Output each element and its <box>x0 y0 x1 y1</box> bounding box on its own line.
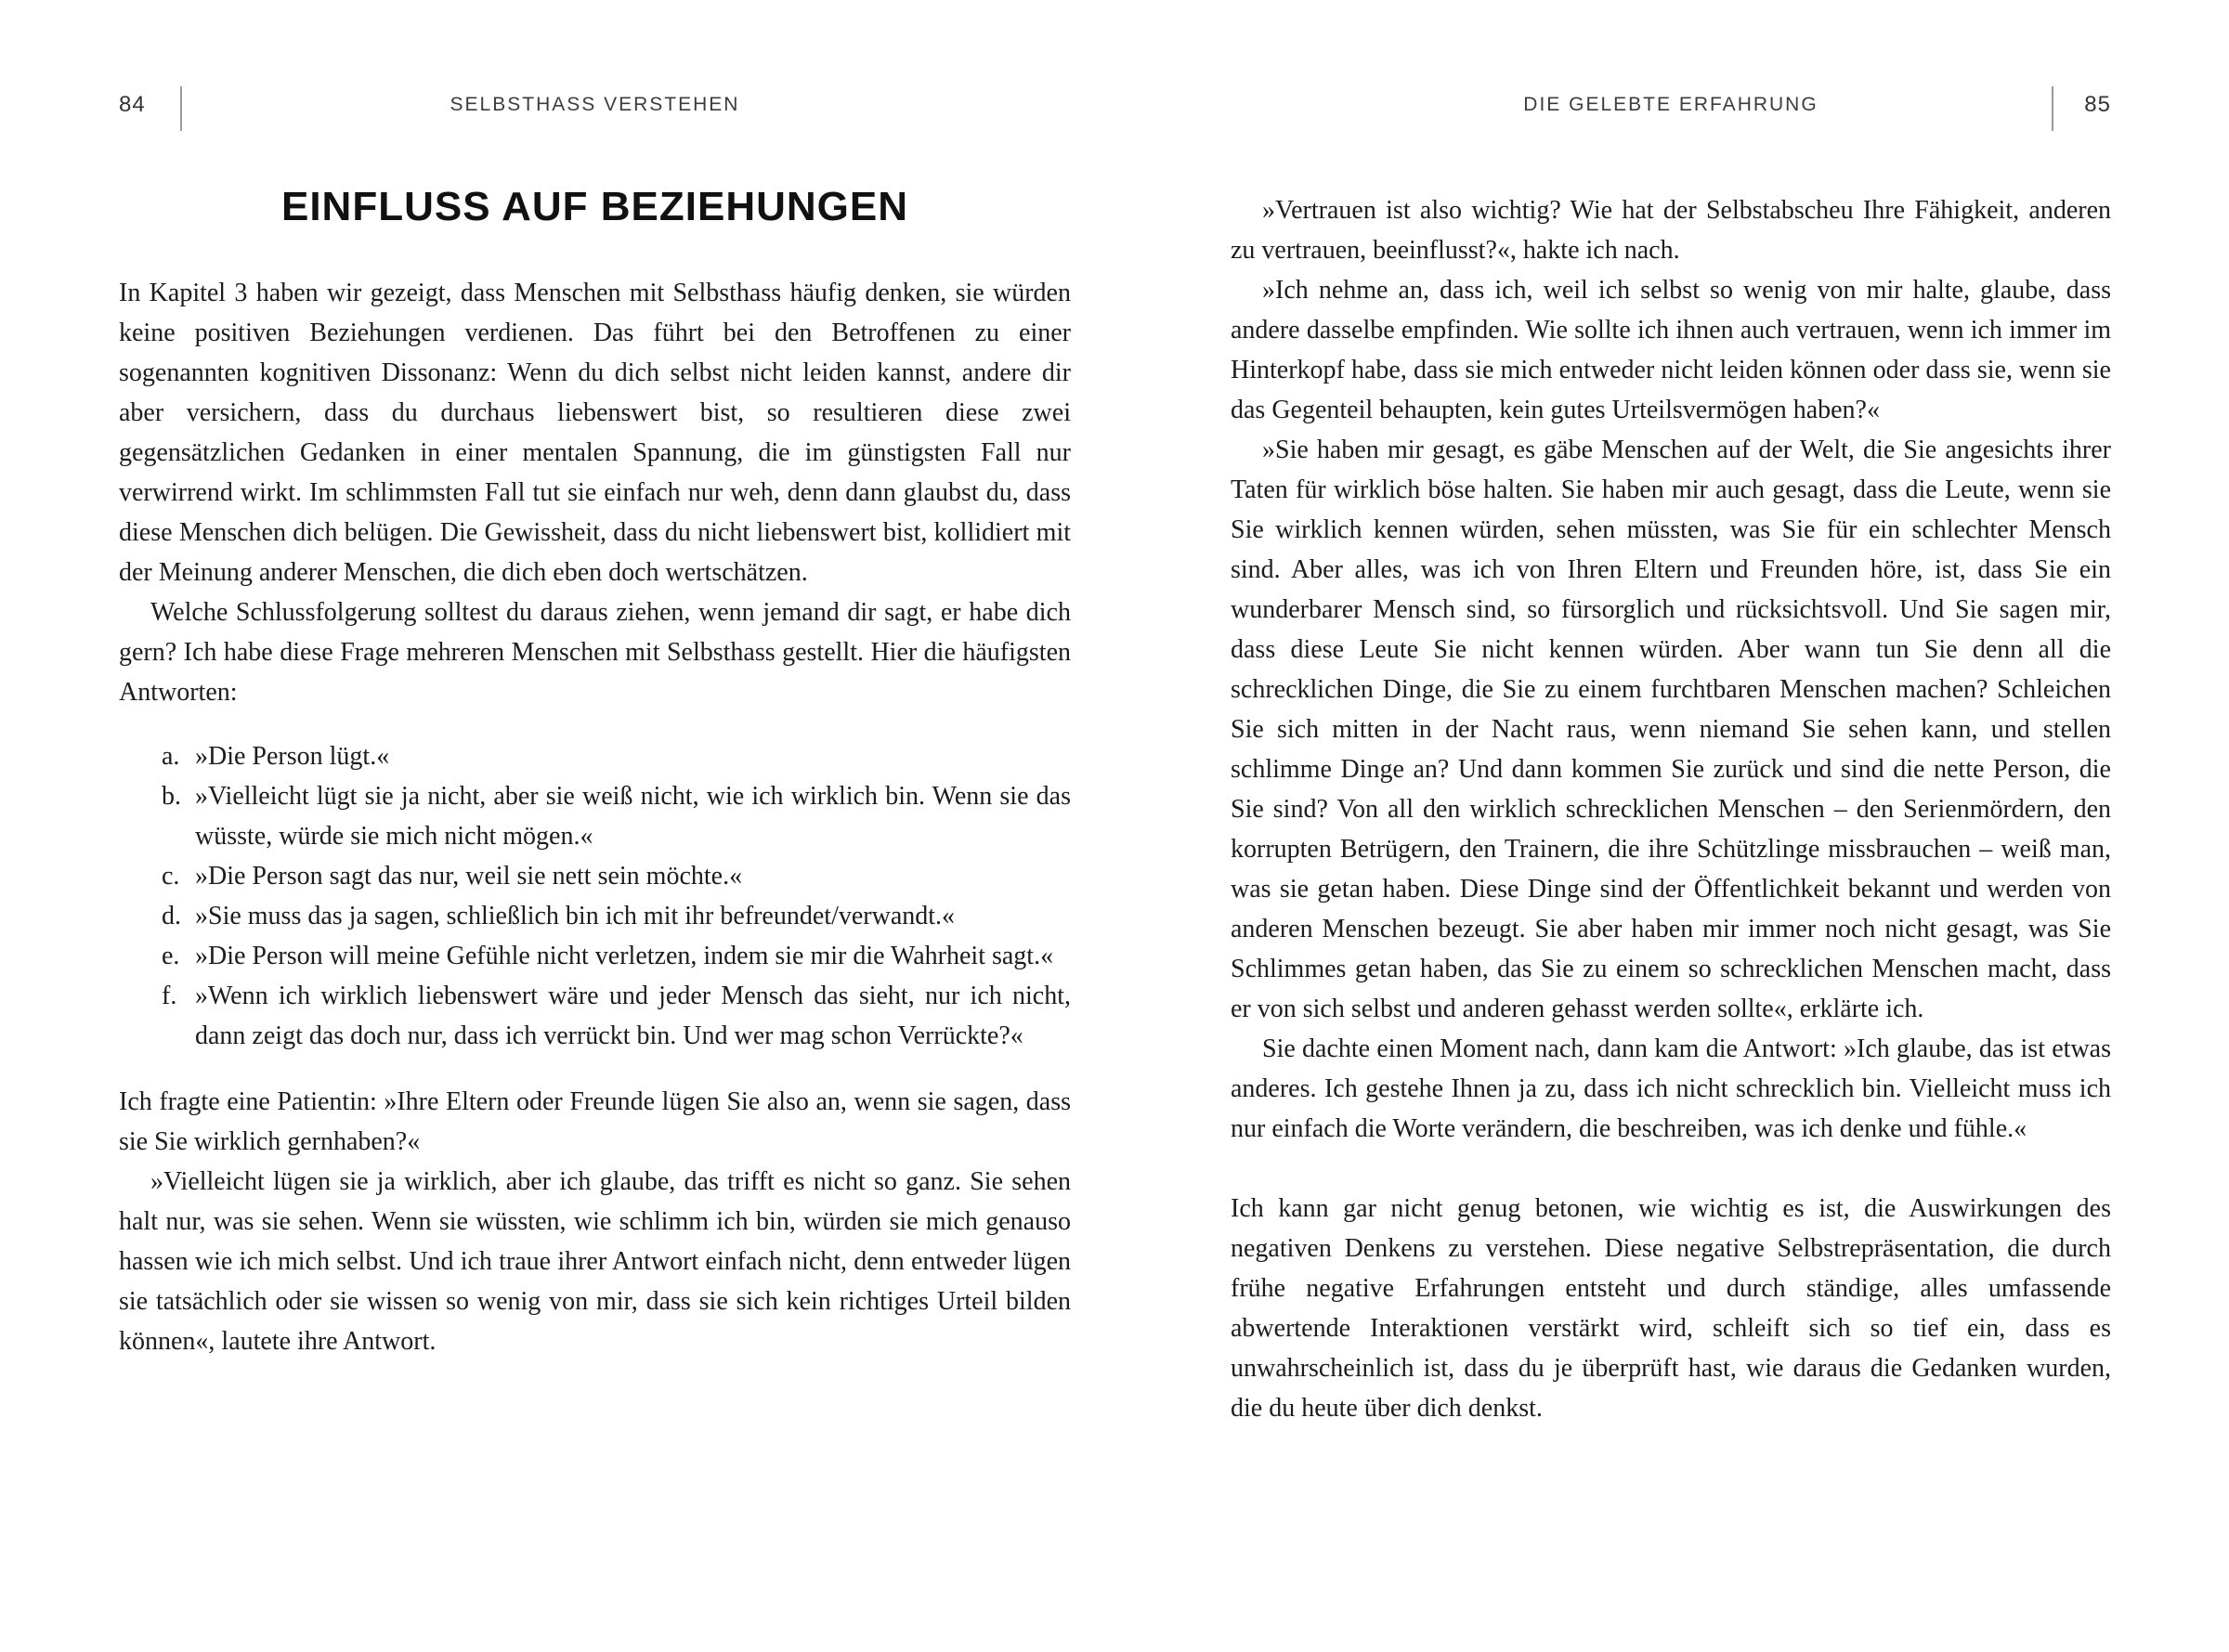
answer-item-f <box>119 976 1071 1056</box>
left-page-content <box>119 184 1071 1361</box>
answer-text-b: »Vielleicht lügt sie ja nicht, aber sie weiß nicht, wie ich wirklich bin. Wenn sie das wüsste, würde sie mich nicht mögen.« <box>195 782 1071 851</box>
left-paragraph-3: Ich fragte eine Patientin: »Ihre Eltern oder Freunde lügen Sie also an, wenn sie sagen, dass sie Sie wirklich gernhaben?« <box>119 1087 1071 1156</box>
answer-marker-b: b. <box>162 782 181 811</box>
left-paragraph-1: In Kapitel 3 haben wir gezeigt, dass Menschen mit Selbsthass häufig denken, sie würden keine positiven Beziehungen verdienen. Das führt bei den Betroffenen zu einer sogenannten kognitiven Dissonanz: Wenn du dich selbst nicht leiden kannst, andere dir aber versichern, dass du durchaus liebenswert bist, so resultieren diese zwei gegensätzlichen Gedanken in einer mentalen Spannung, die im günstigsten Fall nur verwirrend wirkt. Im schlimmsten Fall tut sie einfach nur weh, denn dann glaubst du, dass diese Menschen dich belügen. Die Gewissheit, dass du nicht liebenswert bist, kollidiert mit der Meinung anderer Menschen, die dich eben doch wertschätzen. <box>119 279 1071 587</box>
answer-text-a: »Die Person lügt.« <box>195 742 390 771</box>
right-paragraph-3: »Sie haben mir gesagt, es gäbe Menschen auf der Welt, die Sie angesichts ihrer Taten für wirklich böse halten. Sie haben mir auch gesagt, dass die Leute, wenn sie Sie wirklich kennen würden, sehen müssten, was Sie für ein schlechter Mensch sind. Aber alles, was ich von Ihren Eltern und Freunden höre, ist, dass Sie ein wunderbarer Mensch sind, so fürsorglich und rücksichtsvoll. Und Sie sagen mir, dass diese Leute Sie nicht kennen würden. Aber wann tun Sie denn all die schrecklichen Dinge, die Sie zu einem furchtbaren Menschen machen? Schleichen Sie sich mitten in der Nacht raus, wenn niemand Sie sehen kann, und stellen schlimme Dinge an? Und dann kommen Sie zurück und sind die nette Person, die Sie sind? Von all den wirklich schrecklichen Menschen – den Serienmördern, den korrupten Betrügern, den Trainern, die ihre Schützlinge missbrauchen – weiß man, was sie getan haben. Diese Dinge sind der Öffentlichkeit bekannt und werden von anderen Menschen bezeugt. Sie aber haben mir immer noch nicht gesagt, was Sie Schlimmes getan haben, das Sie zu einem so schrecklichen Menschen macht, dass er von sich selbst und anderen gehasst werden sollte«, erklärte ich. <box>1231 436 2111 1023</box>
right-running-head: DIE GELEBTE ERFAHRUNG <box>1523 94 1818 115</box>
chapter-title: EINFLUSS AUF BEZIEHUNGEN <box>280 184 909 229</box>
answer-marker-d: d. <box>162 902 181 930</box>
answer-text-e: »Die Person will meine Gefühle nicht verletzen, indem sie mir die Wahrheit sagt.« <box>195 942 1054 970</box>
answers-list <box>119 736 1071 1056</box>
right-page-content <box>1231 190 2111 1428</box>
left-page-number: 84 <box>119 92 146 117</box>
answer-text-d: »Sie muss das ja sagen, schließlich bin ich mit ihr befreundet/verwandt.« <box>195 902 956 930</box>
right-paragraph-1: »Vertrauen ist also wichtig? Wie hat der Selbstabscheu Ihre Fähigkeit, anderen zu vertrauen, beeinflusst?«, hakte ich nach. <box>1231 196 2111 265</box>
answer-item-e <box>119 936 1071 976</box>
answer-marker-c: c. <box>162 862 180 891</box>
answer-item-a <box>119 736 1071 776</box>
left-paragraph-4: »Vielleicht lügen sie ja wirklich, aber ich glaube, das trifft es nicht so ganz. Sie sehen halt nur, was sie sehen. Wenn sie wüssten, wie schlimm ich bin, würden sie mich genauso hassen wie ich mich selbst. Und ich traue ihrer Antwort einfach nicht, denn entweder lügen sie tatsächlich oder sie wissen so wenig von mir, dass sie sich kein richtiges Urteil bilden können«, lautete ihre Antwort. <box>119 1167 1071 1356</box>
right-page-number: 85 <box>2084 92 2111 117</box>
right-paragraph-4: Sie dachte einen Moment nach, dann kam die Antwort: »Ich glaube, das ist etwas anderes. Ich gestehe Ihnen ja zu, dass ich nicht schrecklich bin. Vielleicht muss ich nur einfach die Worte verändern, die beschreiben, was ich denke und fühle.« <box>1231 1034 2111 1143</box>
left-running-header <box>119 88 1071 122</box>
answer-text-f: »Wenn ich wirklich liebenswert wäre und jeder Mensch das sieht, nur ich nicht, dann zeigt das doch nur, dass ich verrückt bin. Und wer mag schon Verrückte?« <box>195 982 1071 1050</box>
page-left <box>119 0 1071 1652</box>
answer-marker-a: a. <box>162 742 180 771</box>
answer-item-c <box>119 856 1071 896</box>
left-paragraph-2: Welche Schlussfolgerung solltest du daraus ziehen, wenn jemand dir sagt, er habe dich gern? Ich habe diese Frage mehreren Menschen mit Selbsthass gestellt. Hier die häufigsten Antworten: <box>119 598 1071 707</box>
answer-item-b <box>119 776 1071 856</box>
left-running-head: SELBSTHASS VERSTEHEN <box>450 94 740 115</box>
answer-marker-e: e. <box>162 942 180 970</box>
answer-item-d <box>119 896 1071 936</box>
right-running-header <box>1231 88 2111 122</box>
right-header-divider <box>2052 86 2053 131</box>
right-paragraph-2: »Ich nehme an, dass ich, weil ich selbst so wenig von mir halte, glaube, dass andere dasselbe empfinden. Wie sollte ich ihnen auch vertrauen, wenn ich immer im Hinterkopf habe, dass sie mich entweder nicht leiden können oder dass sie, wenn sie das Gegenteil behaupten, kein gutes Urteilsvermögen haben?« <box>1231 276 2111 424</box>
left-header-divider <box>180 86 182 131</box>
page-right <box>1231 0 2111 1652</box>
answer-marker-f: f. <box>162 982 177 1010</box>
answer-text-c: »Die Person sagt das nur, weil sie nett sein möchte.« <box>195 862 743 891</box>
right-paragraph-5: Ich kann gar nicht genug betonen, wie wichtig es ist, die Auswirkungen des negativen Denkens zu verstehen. Diese negative Selbstrepräsentation, die durch frühe negative Erfahrungen entsteht und durch ständige, alles umfassende abwertende Interaktionen verstärkt wird, schleift sich so tief ein, dass es unwahrscheinlich ist, dass du je überprüft hast, wie daraus die Gedanken wurden, die du heute über dich denkst. <box>1231 1194 2111 1423</box>
